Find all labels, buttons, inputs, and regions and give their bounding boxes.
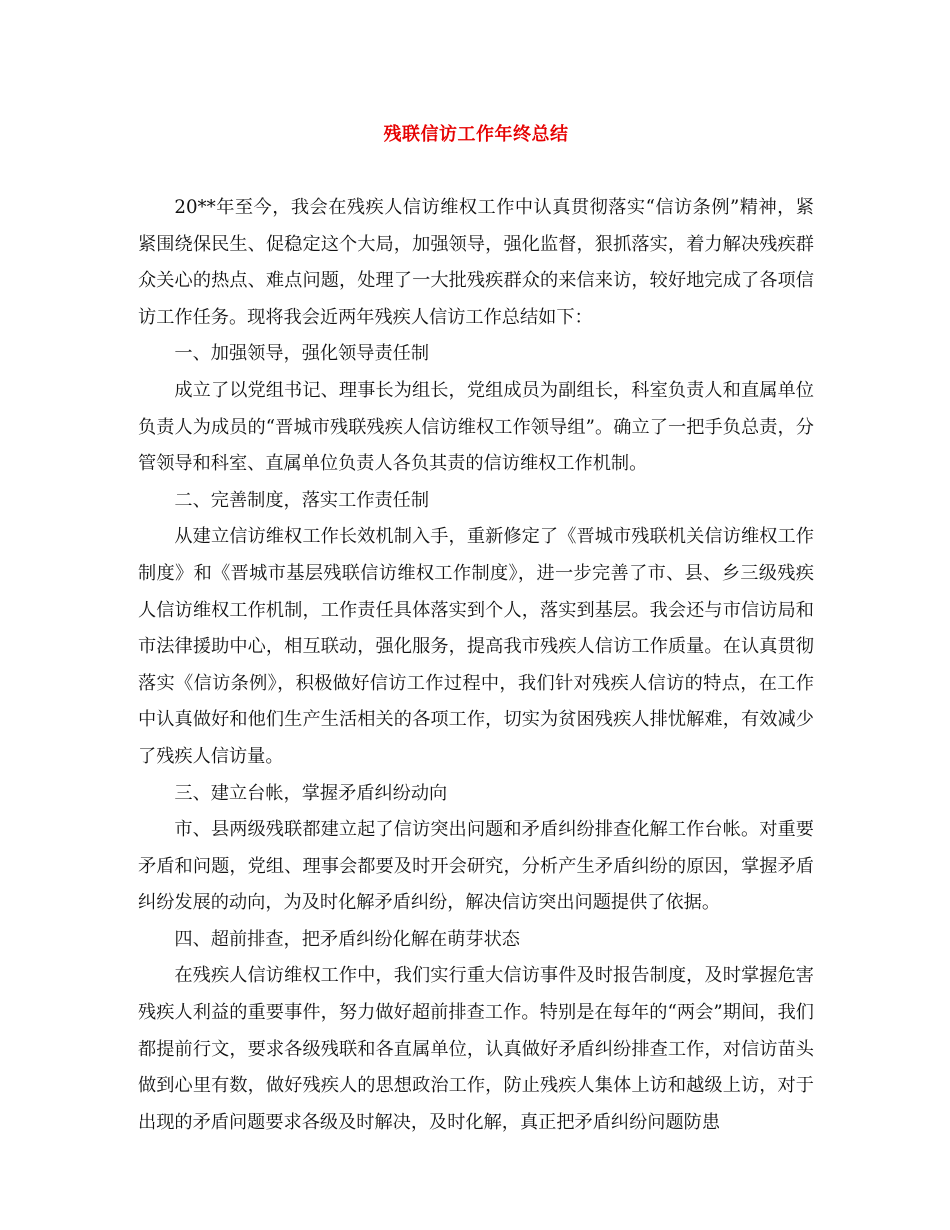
paragraph-section-1: 成立了以党组书记、理事长为组长，党组成员为副组长，科室负责人和直属单位负责人为成员的“晋城市残联残疾人信访维权工作领导组”。确立了一把手负总责，分管领导和科室、直属单位负责人各负其责的信访维权工作机制。 [138,379,814,475]
section-heading-3: 三、建立台帐，掌握矛盾纠纷动向 [174,782,448,804]
document-body [138,190,814,1141]
section-heading-4: 四、超前排查，把矛盾纠纷化解在萌芽状态 [174,928,520,950]
section-heading-2: 二、完善制度，落实工作责任制 [174,489,430,511]
document-title: 残联信访工作年终总结 [383,124,569,145]
paragraph-intro: 20**年至今，我会在残疾人信访维权工作中认真贯彻落实“信访条例”精神，紧紧围绕保民生、促稳定这个大局，加强领导，强化监督，狠抓落实，着力解决残疾群众关心的热点、难点问题，处理了一大批残疾群众的来信来访，较好地完成了各项信访工作任务。现将我会近两年残疾人信访工作总结如下： [138,197,814,328]
document-page [138,120,814,1141]
section-heading-1: 一、加强领导，强化领导责任制 [174,343,430,365]
paragraph-section-4: 在残疾人信访维权工作中，我们实行重大信访事件及时报告制度，及时掌握危害残疾人利益的重要事件，努力做好超前排查工作。特别是在每年的“两会”期间，我们都提前行文，要求各级残联和各直属单位，认真做好矛盾纠纷排查工作，对信访苗头做到心里有数，做好残疾人的思想政治工作，防止残疾人集体上访和越级上访，对于出现的矛盾问题要求各级及时解决，及时化解，真正把矛盾纠纷问题防患 [138,965,814,1133]
paragraph-section-3: 市、县两级残联都建立起了信访突出问题和矛盾纠纷排查化解工作台帐。对重要矛盾和问题，党组、理事会都要及时开会研究，分析产生矛盾纠纷的原因，掌握矛盾纠纷发展的动向，为及时化解矛盾纠纷，解决信访突出问题提供了依据。 [138,819,814,914]
paragraph-section-2: 从建立信访维权工作长效机制入手，重新修定了《晋城市残联机关信访维权工作制度》和《晋城市基层残联信访维权工作制度》，进一步完善了市、县、乡三级残疾人信访维权工作机制，工作责任具体落实到个人，落实到基层。我会还与市信访局和市法律援助中心，相互联动，强化服务，提高我市残疾人信访工作质量。在认真贯彻落实《信访条例》，积极做好信访工作过程中，我们针对残疾人信访的特点，在工作中认真做好和他们生产生活相关的各项工作，切实为贫困残疾人排忧解难，有效减少了残疾人信访量。 [138,526,814,767]
